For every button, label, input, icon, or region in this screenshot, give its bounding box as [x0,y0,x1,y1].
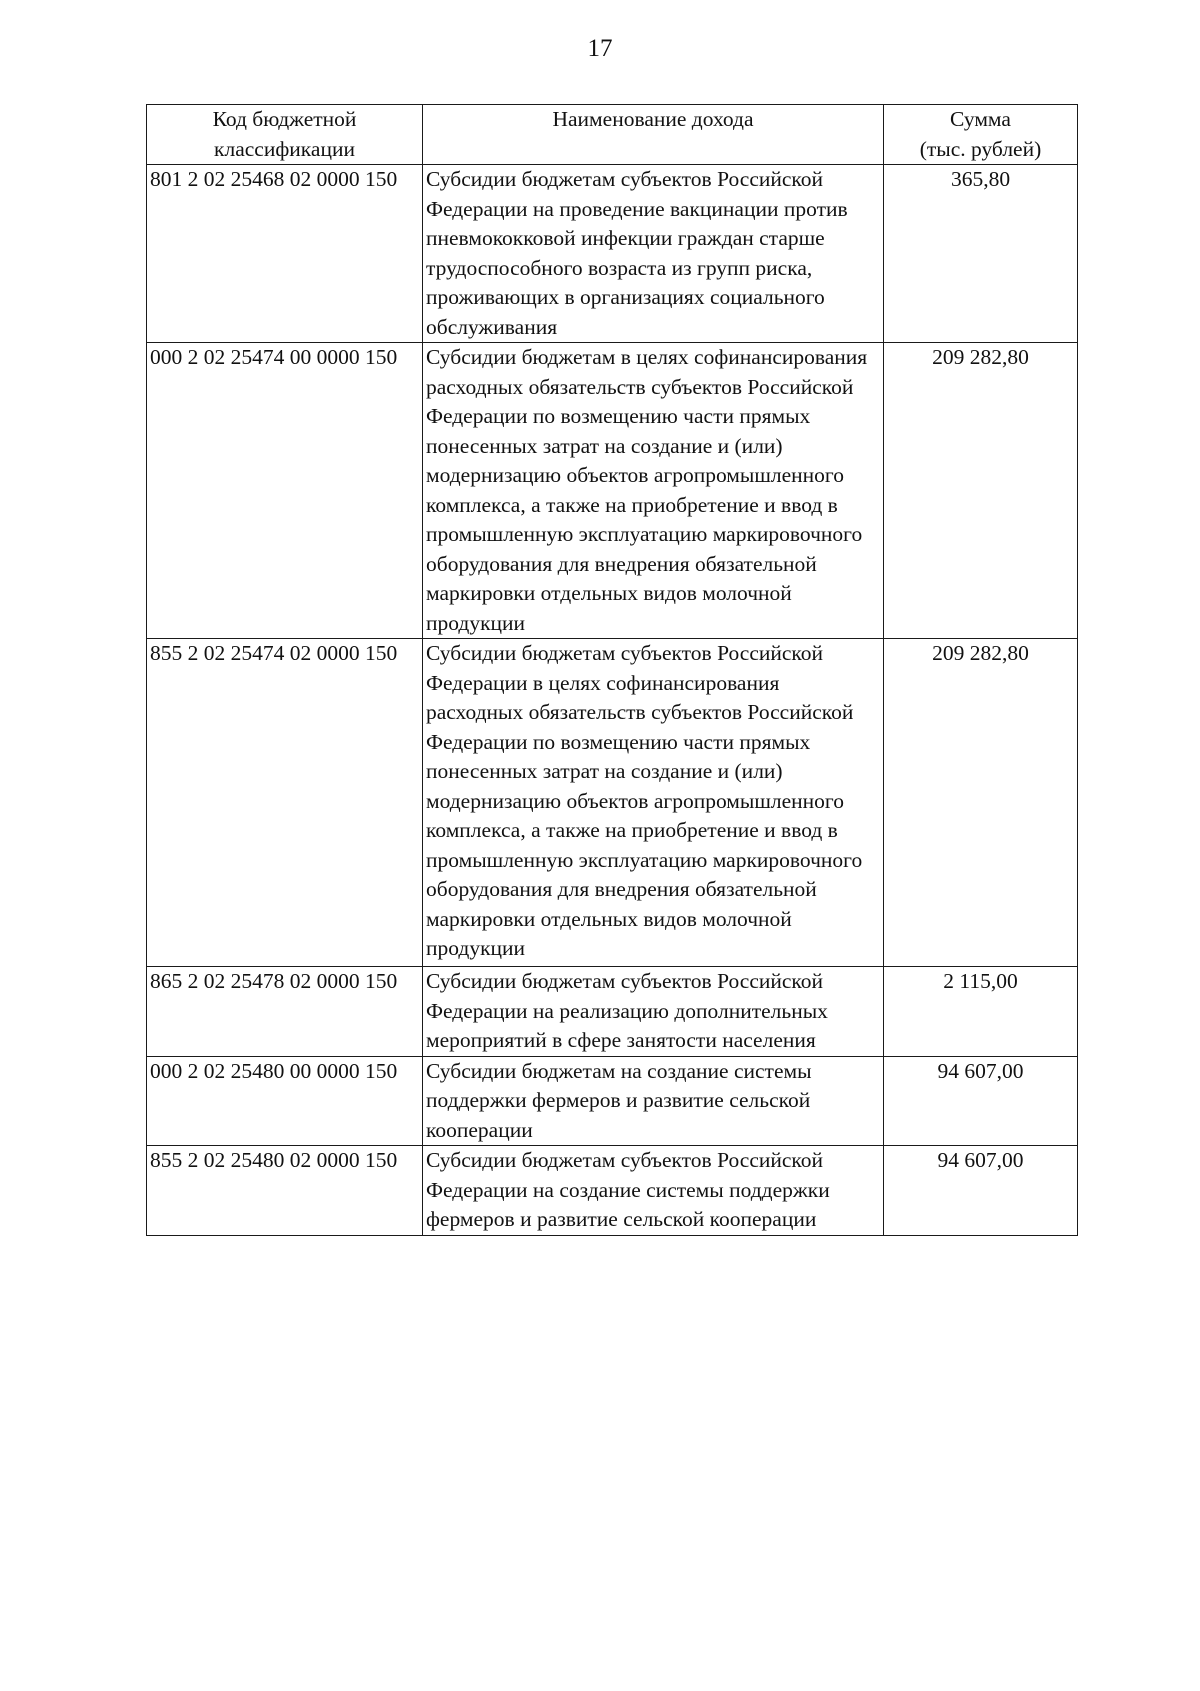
row-sum: 209 282,80 [884,343,1078,639]
row-code: 000 2 02 25480 00 0000 150 [147,1056,423,1146]
table-row [147,639,1078,967]
row-name: Субсидии бюджетам субъектов Российской Федерации на создание системы поддержки фермеров и развитие сельской кооперации [423,1146,884,1236]
header-name: Наименование дохода [423,105,884,165]
table-row [147,967,1078,1057]
table-row [147,165,1078,343]
row-name: Субсидии бюджетам субъектов Российской Федерации на проведение вакцинации против пневмококковой инфекции граждан старше трудоспособного возраста из групп риска, проживающих в организациях социального обслуживания [423,165,884,343]
revenue-table [146,104,1078,1236]
row-code: 855 2 02 25474 02 0000 150 [147,639,423,967]
header-sum [884,105,1078,165]
row-name: Субсидии бюджетам субъектов Российской Федерации на реализацию дополнительных мероприятий в сфере занятости населения [423,967,884,1057]
table-row [147,1056,1078,1146]
row-sum: 209 282,80 [884,639,1078,967]
row-sum: 365,80 [884,165,1078,343]
table-row [147,1146,1078,1236]
row-code: 855 2 02 25480 02 0000 150 [147,1146,423,1236]
header-sum-line2: (тыс. рублей) [919,136,1042,161]
table-row [147,343,1078,639]
row-code: 801 2 02 25468 02 0000 150 [147,165,423,343]
header-code-line1: Код бюджетной [212,107,357,131]
row-sum: 94 607,00 [884,1146,1078,1236]
row-name: Субсидии бюджетам на создание системы поддержки фермеров и развитие сельской кооперации [423,1056,884,1146]
header-sum-line1: Сумма [950,107,1011,131]
row-name: Субсидии бюджетам в целях софинансирования расходных обязательств субъектов Российской Федерации по возмещению части прямых понесенных затрат на создание и (или) модернизацию объектов агропромышленного комплекса, а также на приобретение и ввод в промышленную эксплуатацию маркировочного оборудования для внедрения обязательной маркировки отдельных видов молочной продукции [423,343,884,639]
page-number: 17 [587,35,613,62]
row-sum: 2 115,00 [884,967,1078,1057]
header-code [147,105,423,165]
table-header-row [147,105,1078,165]
row-code: 865 2 02 25478 02 0000 150 [147,967,423,1057]
row-sum: 94 607,00 [884,1056,1078,1146]
header-code-line2: классификации [214,136,355,161]
row-code: 000 2 02 25474 00 0000 150 [147,343,423,639]
row-name: Субсидии бюджетам субъектов Российской Федерации в целях софинансирования расходных обязательств субъектов Российской Федерации по возмещению части прямых понесенных затрат на создание и (или) модернизацию объектов агропромышленного комплекса, а также на приобретение и ввод в промышленную эксплуатацию маркировочного оборудования для внедрения обязательной маркировки отдельных видов молочной продукции [423,639,884,967]
